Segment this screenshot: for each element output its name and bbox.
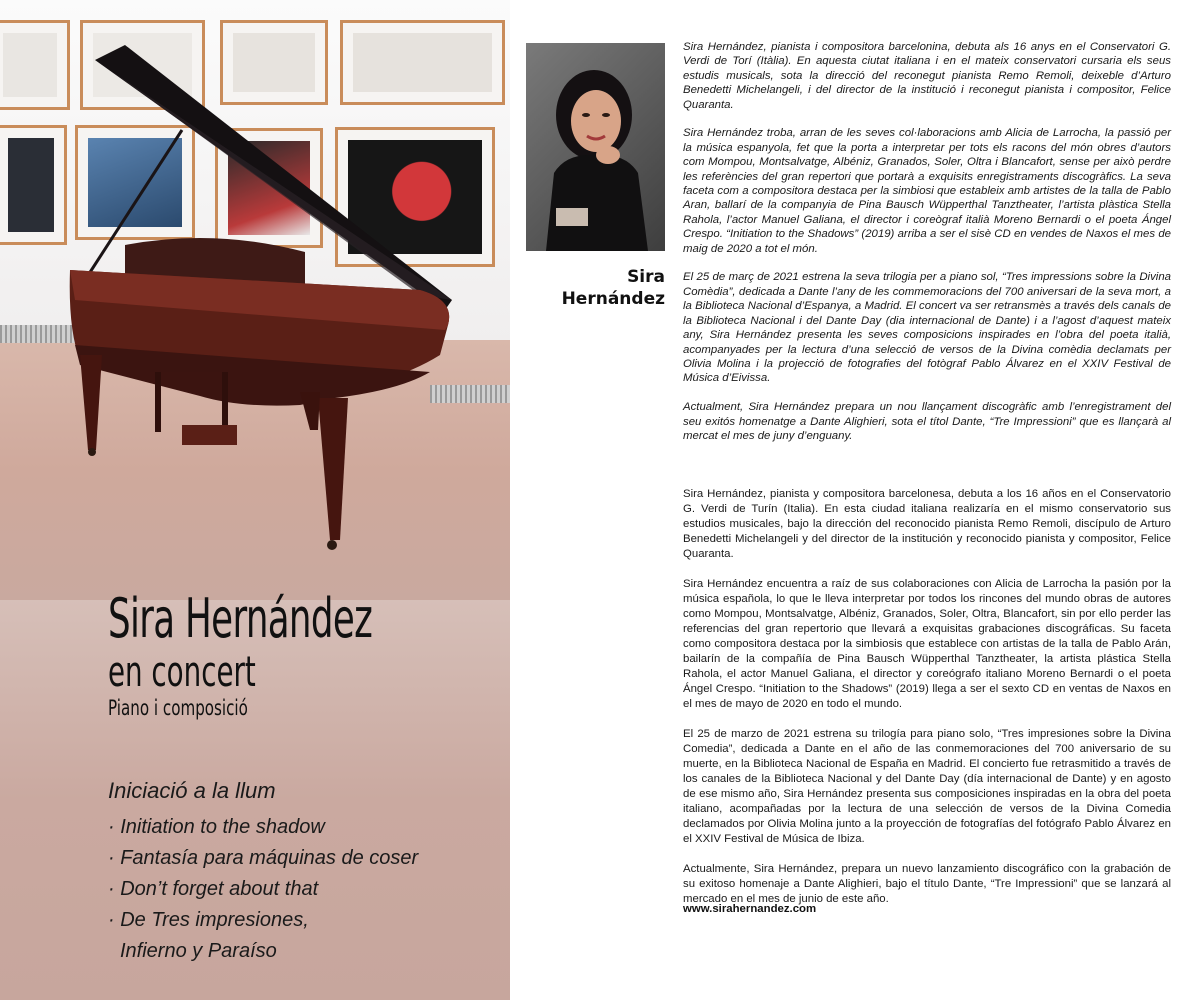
biography-catalan [683,40,1171,458]
concert-title: Sira Hernández [108,587,373,650]
bio-paragraph: Actualment, Sira Hernández prepara un nou llançament discogràfic amb l’enregistrament del seu exitós homenatge a Dante Alighieri, sota el títol Dante, “Tre Impressioni” que es llançarà al mercat el mes de juny d’enguany. [683,401,1171,442]
bio-paragraph: Sira Hernández encuentra a raíz de sus colaboraciones con Alicia de Larrocha la pasión por la música española, lo que le lleva interpretar por todos los rincones del mundo obras de autores como Mompou, Montsalvatge, Albéniz, Granados, Soler, Oltra, Blancafort, sin por ello perder las referencias del gran repertorio que llevará a exquisitas grabaciones discográficas. Su faceta como compositora destaca por la simbiosis que establece con artistas de la talla de Pablo Arán, bailarín de la compañía de Pina Bausch Wüpperthal Tanztheater, la artista plástica Stella Rahola, el actor Manuel Galiana, el director y coreógrafo italiano Moreno Bernardi o el poeta Ángel Crespo. “Initiation to the Shadows” (2019) llega a ser el sexto CD en ventas de Naxos en el mes de mayo de 2020 en todo el mundo. [683,578,1171,710]
programme-item-continuation: Infierno y Paraíso [120,940,277,962]
artist-name [526,266,665,310]
concert-subtitle: en concert [108,647,256,696]
concert-title-block [108,587,508,720]
grand-piano-illustration [0,0,510,600]
bio-paragraph: Actualmente, Sira Hernández, prepara un nuevo lanzamiento discográfico con la grabación de su exitoso homenaje a Dante Alighieri, bajo el título Dante, “Tre Impressioni” que se lanzará al mercado en el mes de junio de este año. [683,863,1171,905]
artist-first-name: Sira [627,267,665,287]
programme-heading: Iniciació a la llum [108,778,276,803]
bio-paragraph: Sira Hernández troba, arran de les seves col·laboracions amb Alicia de Larrocha, la passió per la música espanyola, fet que la porta a interpretar per tots els racons del món obres d’autors com Mompou, Montsalvatge, Albéniz, Granados, Soler, Oltra i Blancafort, sense per això perdre les referències del gran repertori que portarà a exquisits enregistraments discogràfics. La seva faceta com a compositora destaca per la simbiosi que estableix amb artistes de la talla de Pablo Aran, ballarí de la companyia de Pina Bausch Wüpperthal Tanztheater, l’artista plàstica Stella Rahola, l’actor Manuel Galiana, el director i coreògraf italià Moreno Bernardi o el poeta Ángel Crespo. “Initiation to the Shadows” (2019) arriba a ser el sisè CD en vendes de Naxos el mes de maig de 2020 a tot el món. [683,127,1171,255]
bio-paragraph: Sira Hernández, pianista i compositora barcelonina, debuta als 16 anys en el Conservatori G. Verdi de Torí (Itàlia). En aquesta ciutat italiana i en el mateix conservatori cursaria els seus estudis musicals, sota la direcció del reconegut pianista Remo Remoli, deixeble d’Arturo Benedetti Michelangeli, i del director de la institució i reconegut pianista i compositor, Felice Quaranta. [683,41,1171,111]
programme-list [108,776,418,967]
piano-leg [80,355,102,450]
programme-item: · Fantasía para máquinas de coser [108,847,419,869]
piano-bench [150,360,230,372]
programme-item: · Don’t forget about that [108,878,319,900]
artist-last-name: Hernández [561,289,665,309]
bio-paragraph: El 25 de març de 2021 estrena la seva trilogia per a piano sol, “Tres impressions sobre la Divina Comèdia”, dedicada a Dante l’any de les commemoracions del 700 aniversari de la seva mort, a la Biblioteca Nacional d’Espanya, a Madrid. El concert va ser retransmès a través dels canals de la Biblioteca Nacional i del Dante Day (dia internacional de Dante) i a l’agost d’aquest mateix any, Sira Hernández presenta les seves composicions inspirades en l’obra del poeta italià, acompanyades per la lectura d’una selecció de versos de la Divina comèdia declamats per Olivia Molina i la projecció de fotografies del fotògraf Pablo Álvarez en el XXIV Festival de Música d’Eivissa. [683,271,1171,385]
concert-tagline: Piano i composició [108,696,248,720]
biography-spanish [683,487,1171,922]
programme-item: · Initiation to the shadow [108,816,325,838]
website-link[interactable]: www.sirahernandez.com [683,903,817,915]
bio-paragraph: Sira Hernández, pianista y compositora barcelonesa, debuta a los 16 años en el Conservatorio G. Verdi de Turín (Italia). En esta ciudad italiana realizaría en el mismo conservatorio sus estudios musicales, bajo la dirección del reconocido pianista Remo Remoli, discípulo de Arturo Benedetti Michelangeli y del director de la institución y reconocido pianista y compositor, Felice Quaranta. [683,488,1171,560]
programme-item: · De Tres impresiones, [108,909,309,931]
piano-leg [318,398,348,540]
cover-panel [0,0,510,1000]
portrait-illustration [526,43,665,251]
artist-portrait [526,43,665,251]
bio-paragraph: El 25 de marzo de 2021 estrena su trilogía para piano solo, “Tres impresiones sobre la Divina Comedia”, dedicada a Dante en el año de las conmemoraciones del 700 aniversario de su muerte, en la Biblioteca Nacional de España en Madrid. El concierto fue retrasmitido a través de los canales de la Biblioteca Nacional y del Dante Day (día internacional de Dante) y en agosto de ese mismo año, Sira Hernández presenta sus composiciones inspiradas en la obra del poeta italiano, acompañadas por la lectura de una selección de versos de la Divina Comedia declamados por Olivia Molina junto a la proyección de fotografías del fotógrafo Pablo Álvarez en el XXIV Festival de Música de Ibiza. [683,728,1171,845]
